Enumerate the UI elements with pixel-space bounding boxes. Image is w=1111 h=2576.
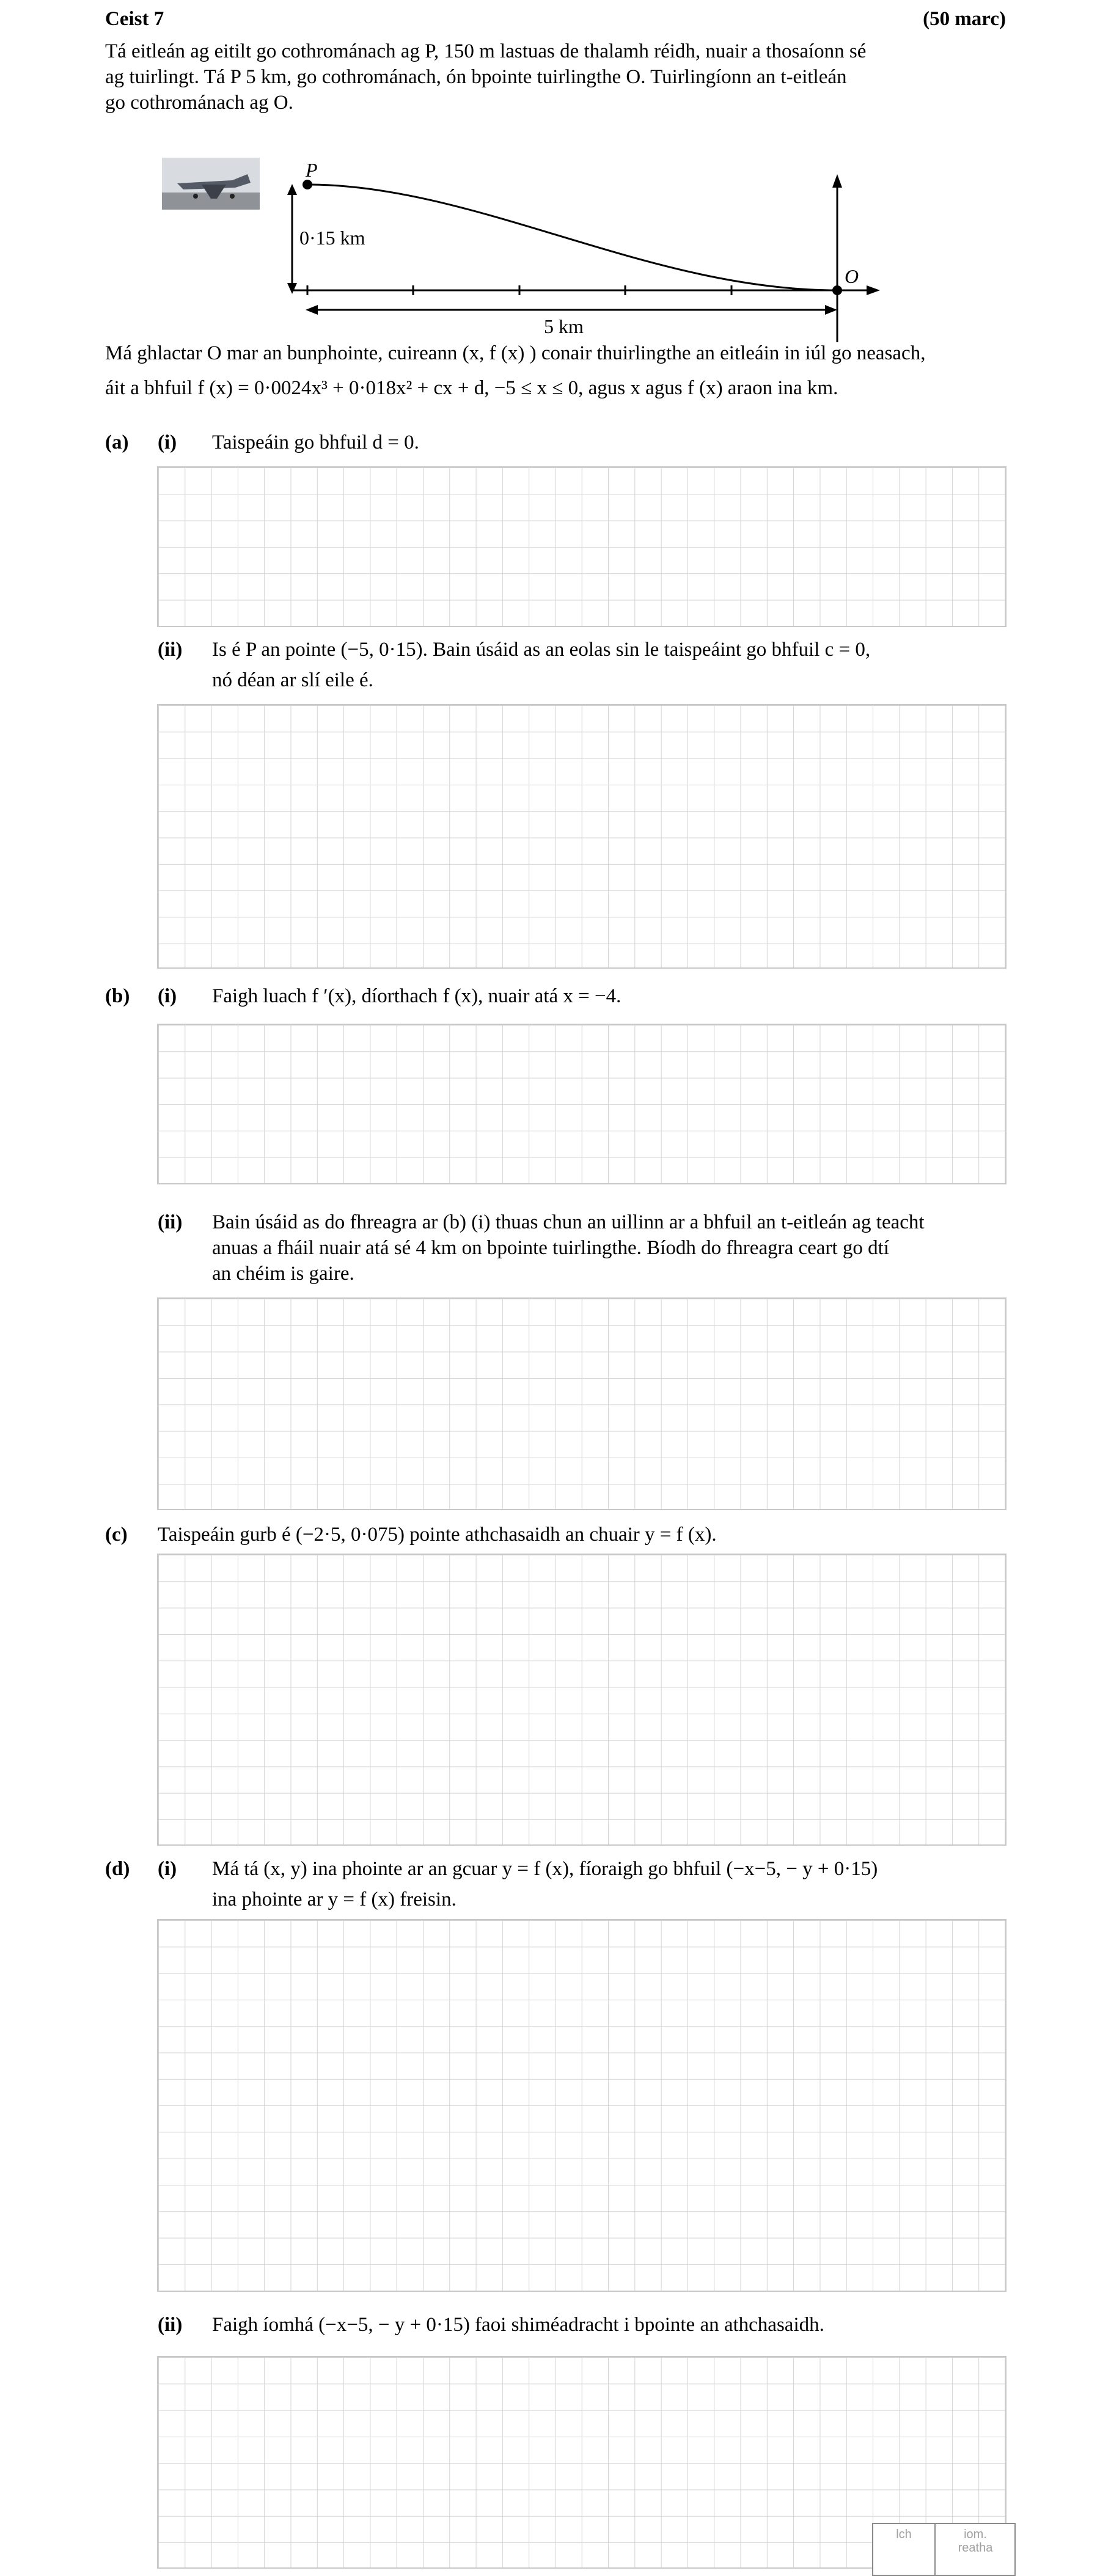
part-c-text: Taispeáin gurb é (−2·5, 0·075) pointe athchasaidh an chuair y = f (x). [158,1524,717,1546]
point-o-label: O [845,265,859,287]
part-b-i-text: Faigh luach f ′(x), díorthach f (x), nuair atá x = −4. [212,985,622,1007]
page-cell [873,2524,936,2575]
part-c-label: (c) [105,1524,128,1546]
answer-grid-c[interactable] [157,1554,1007,1846]
height-label: 0·15 km [299,227,365,249]
answer-grid-a-i[interactable] [157,466,1007,627]
intro-line-3: go cothrománach ag O. [105,92,293,114]
answer-grid-d-i[interactable] [157,1919,1007,2292]
part-a-ii-line-1: Is é P an pointe (−5, 0·15). Bain úsáid as an eolas sin le taispeáint go bhfuil c = 0, [212,639,871,661]
question-title: Ceist 7 [105,8,164,30]
answer-grid-a-ii[interactable] [157,704,1007,969]
part-d-ii-label: (ii) [158,2314,183,2336]
part-a-i-text: Taispeáin go bhfuil d = 0. [212,431,419,453]
marks-label: (50 marc) [923,8,1006,30]
intro-line-2: ag tuirlingt. Tá P 5 km, go cothrománach, ón bpointe tuirlingthe O. Tuirlingíonn an t-eitleán [105,66,847,88]
part-b-i-label: (i) [158,985,177,1007]
answer-grid-b-ii[interactable] [157,1297,1007,1510]
intro-line-1: Tá eitleán ag eitilt go cothrománach ag P, 150 m lastuas de thalamh réidh, nuair a thosaíonn sé [105,40,867,62]
page-cell-label: lch [896,2528,912,2541]
part-a-ii-line-2: nó déan ar slí eile é. [212,669,373,691]
part-b-ii-line-2: anuas a fháil nuair atá sé 4 km on bpointe tuirlingthe. Bíodh do fhreagra ceart go dtí [212,1237,889,1259]
part-b-ii-line-1: Bain úsáid as do fhreagra ar (b) (i) thuas chun an uillinn ar a bhfuil an t-eitleán ag teacht [212,1211,925,1233]
descent-diagram [159,156,892,342]
running-total-label-2: reatha [958,2541,993,2555]
running-total-cell [936,2524,1015,2575]
part-d-i-line-2: ina phointe ar y = f (x) freisin. [212,1888,457,1910]
part-b-ii-line-3: an chéim is gaire. [212,1263,354,1285]
answer-grid-b-i[interactable] [157,1024,1007,1184]
part-a-ii-label: (ii) [158,639,183,661]
function-line-1: Má ghlactar O mar an bunphointe, cuireann (x, f (x) ) conair thuirlingthe an eitleáin in iúl go neasach, [105,342,926,364]
function-line-2: áit a bhfuil f (x) = 0·0024x³ + 0·018x² + cx + d, −5 ≤ x ≤ 0, agus x agus f (x) araon ina km. [105,377,838,399]
point-p-label: P [306,159,318,181]
airplane-icon [162,158,260,210]
part-d-label: (d) [105,1858,130,1880]
part-a-i-label: (i) [158,431,177,453]
running-total-label-1: iom. [964,2528,987,2541]
part-d-ii-text: Faigh íomhá (−x−5, − y + 0·15) faoi shiméadracht i bpointe an athchasaidh. [212,2314,824,2336]
marking-box [872,2523,1016,2576]
distance-label: 5 km [544,315,584,337]
part-d-i-label: (i) [158,1858,177,1880]
point-p-marker [302,180,312,189]
part-a-label: (a) [105,431,129,453]
part-b-ii-label: (ii) [158,1211,183,1233]
part-d-i-line-1: Má tá (x, y) ina phointe ar an gcuar y = f (x), fíoraigh go bhfuil (−x−5, − y + 0·15) [212,1858,878,1880]
part-b-label: (b) [105,985,130,1007]
